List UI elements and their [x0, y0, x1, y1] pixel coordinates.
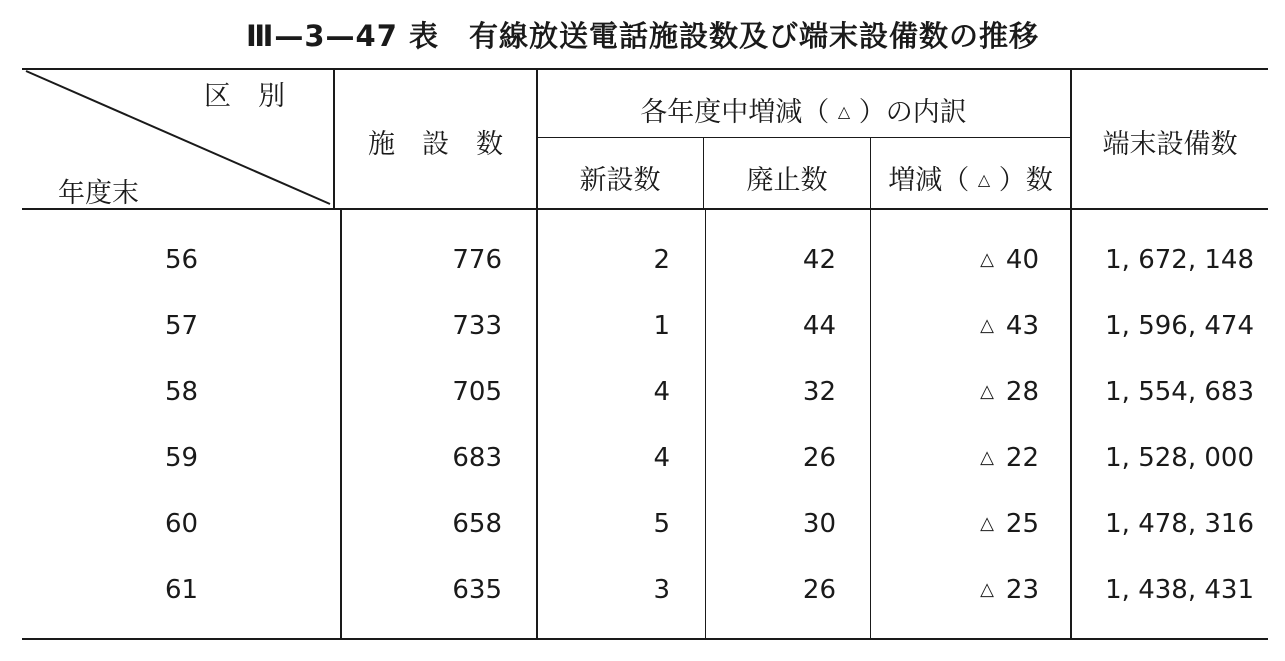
terminals-cell: 1, 554, 683 [1105, 377, 1254, 407]
new-cell: 5 [653, 509, 670, 539]
year-cell: 58 [165, 377, 199, 407]
abolished-cell: 44 [802, 311, 836, 341]
year-cell: 61 [165, 575, 199, 605]
triangle-icon: △ [977, 170, 991, 189]
year-cell: 60 [165, 509, 199, 539]
abolished-cell: 26 [802, 443, 836, 473]
terminals-header: 端末設備数 [1102, 129, 1238, 160]
change-value: 28 [1005, 377, 1039, 407]
new-cell: 3 [653, 575, 670, 605]
new-cell: 4 [653, 377, 670, 407]
year-cell: 57 [165, 311, 199, 341]
triangle-icon: △ [980, 381, 994, 402]
change-value: 43 [1005, 311, 1039, 341]
abolished-header: 廃止数 [746, 165, 828, 196]
facilities-header: 施 設 数 [368, 129, 503, 160]
new-cell: 1 [653, 311, 670, 341]
new-cell: 4 [653, 443, 670, 473]
table-number: Ⅲ—3—47 表 [245, 19, 440, 53]
triangle-icon: △ [980, 249, 994, 270]
triangle-icon: △ [980, 579, 994, 600]
table-title-text: 有線放送電話施設数及び端末設備数の推移 [469, 19, 1040, 53]
facilities-cell: 776 [452, 245, 502, 275]
change-value: 23 [1005, 575, 1039, 605]
triangle-icon: △ [980, 513, 994, 534]
terminals-cell: 1, 438, 431 [1105, 575, 1254, 605]
change-value: 40 [1005, 245, 1039, 275]
year-cell: 59 [165, 443, 199, 473]
change-value: 25 [1005, 509, 1039, 539]
abolished-cell: 30 [802, 509, 836, 539]
change-value: 22 [1005, 443, 1039, 473]
abolished-cell: 26 [802, 575, 836, 605]
change-cell [871, 245, 1039, 275]
year-cell: 56 [165, 245, 199, 275]
facilities-cell: 683 [452, 443, 502, 473]
corner-top-label: 区 別 [204, 81, 285, 112]
change-header: 増減（ △ ）数 [888, 165, 1053, 196]
terminals-cell: 1, 672, 148 [1105, 245, 1254, 275]
new-header: 新設数 [579, 165, 661, 196]
abolished-cell: 42 [802, 245, 836, 275]
terminals-cell: 1, 528, 000 [1105, 443, 1254, 473]
triangle-icon: △ [980, 447, 994, 468]
terminals-cell: 1, 596, 474 [1105, 311, 1254, 341]
abolished-cell: 32 [802, 377, 836, 407]
breakdown-header: 各年度中増減（ △ ）の内訳 [640, 97, 967, 128]
facilities-cell: 658 [452, 509, 502, 539]
change-cell [871, 509, 1039, 539]
facilities-cell: 705 [452, 377, 502, 407]
triangle-icon: △ [980, 315, 994, 336]
triangle-icon: △ [837, 102, 851, 121]
change-cell [871, 377, 1039, 407]
corner-bottom-label: 年度末 [58, 178, 139, 209]
new-cell: 2 [653, 245, 670, 275]
facilities-cell: 733 [452, 311, 502, 341]
change-cell [871, 575, 1039, 605]
change-cell [871, 311, 1039, 341]
facilities-cell: 635 [452, 575, 502, 605]
change-cell [871, 443, 1039, 473]
terminals-cell: 1, 478, 316 [1105, 509, 1254, 539]
